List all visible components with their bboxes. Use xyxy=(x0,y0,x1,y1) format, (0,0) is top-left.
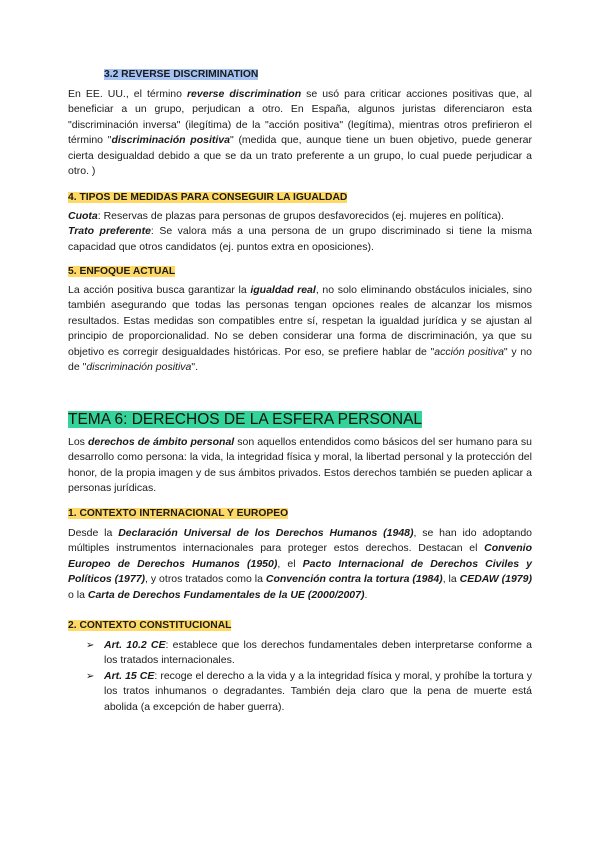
text-run: ". xyxy=(191,361,199,374)
term-igualdad-real: igualdad real xyxy=(250,284,316,296)
section-6-1-paragraph xyxy=(68,526,532,603)
text-run: : Reservas de plazas para personas de grupos desfavorecidos (ej. mujeres en política). xyxy=(97,210,504,222)
text-run: , y otros tratados como la xyxy=(145,573,266,586)
ref-pacto-internacional: Pacto Internacional de Derechos Civiles y Políticos (1977) xyxy=(68,557,532,586)
text-run: o la xyxy=(68,588,88,601)
section-3-2-paragraph xyxy=(68,87,532,179)
text-run: Desde la xyxy=(68,527,119,539)
text-run: : establece que los derechos fundamentales deben interpretarse conforme a los tratados internacionales. xyxy=(104,639,532,667)
section-4-body xyxy=(68,209,532,255)
term-reverse-discrimination: reverse discrimination xyxy=(186,88,302,100)
section-6-2-body xyxy=(68,638,532,715)
text-run: Los xyxy=(68,436,88,448)
cuota-paragraph xyxy=(68,209,532,224)
section-3-2-heading: 3.2 REVERSE DISCRIMINATION xyxy=(104,69,259,80)
section-5-heading: 5. ENFOQUE ACTUAL xyxy=(68,266,176,277)
section-5-heading-wrap xyxy=(68,265,532,278)
ref-convencion-tortura: Convención contra la tortura (1984) xyxy=(265,573,443,586)
text-run: En EE. UU., el término xyxy=(68,88,187,100)
text-run: " y no de " xyxy=(68,345,532,374)
arrow-bullet-icon: ➢ xyxy=(86,640,95,651)
constitutional-articles-list xyxy=(68,638,532,715)
tema-6-intro-paragraph xyxy=(68,435,532,497)
section-3-2-body xyxy=(68,87,532,179)
section-4-heading: 4. TIPOS DE MEDIDAS PARA CONSEGUIR LA IGUALDAD xyxy=(68,192,348,203)
list-item-art-10-2 xyxy=(68,638,532,669)
art-10-2-label: Art. 10.2 CE xyxy=(104,639,166,651)
text-run: La acción positiva busca garantizar la xyxy=(68,284,251,296)
section-6-1-heading-wrap xyxy=(68,507,532,520)
text-run: : Se valora más a una persona de un grupo discriminado si tiene la misma capacidad que otros candidatos (ej. puntos extra en oposiciones). xyxy=(68,225,532,253)
text-run: , la xyxy=(442,573,460,586)
section-6-2-heading: 2. CONTEXTO CONSTITUCIONAL xyxy=(68,620,232,631)
term-accion-positiva: acción positiva xyxy=(434,345,504,358)
art-15-label: Art. 15 CE xyxy=(104,669,155,682)
section-4-heading-wrap xyxy=(68,191,532,204)
term-derechos-ambito-personal: derechos de ámbito personal xyxy=(87,436,235,448)
text-run: . xyxy=(364,588,368,601)
term-discriminacion-positiva: discriminación positiva xyxy=(111,134,230,147)
ref-declaracion-universal: Declaración Universal de los Derechos Humanos (1948) xyxy=(118,527,414,539)
list-item-art-15 xyxy=(68,669,532,715)
tema-6-title: TEMA 6: DERECHOS DE LA ESFERA PERSONAL xyxy=(68,411,423,428)
arrow-bullet-icon: ➢ xyxy=(86,670,95,682)
ref-cedaw: CEDAW (1979) xyxy=(459,573,532,586)
tema-6-intro xyxy=(68,435,532,497)
tema-6-title-wrap xyxy=(68,410,532,429)
term-discriminacion-positiva-2: discriminación positiva xyxy=(86,361,192,374)
text-run: , no solo eliminando obstáculos iniciales, sino también asegurando que todas las personas tengan opciones reales de alcanzar los mismos resultados. Estas medidas son compatibles entre sí, respetan la igualdad jurídica y se ajustan al principio de proporcionalidad. No se deben considerar una forma de discriminación, ya que su objetivo es corregir desigualdades históricas. Por eso, se prefiere hablar de " xyxy=(68,284,532,358)
text-run: , el xyxy=(277,557,303,570)
section-6-1-heading: 1. CONTEXTO INTERNACIONAL Y EUROPEO xyxy=(68,508,289,519)
section-6-2-heading-wrap xyxy=(68,619,532,632)
text-run: : recoge el derecho a la vida y a la integridad física y moral, y prohíbe la tortura y los tratos inhumanos o degradantes. También deja claro que la pena de muerte está abolida (a excepción de haber guerra). xyxy=(104,669,532,713)
ref-convenio-europeo: Convenio Europeo de Derechos Humanos (1950) xyxy=(68,542,532,570)
section-5-body xyxy=(68,283,532,375)
ref-carta-derechos-ue: Carta de Derechos Fundamentales de la UE (2000/2007) xyxy=(87,588,365,601)
text-run: , se han ido adoptando múltiples instrumentos internacionales para proteger estos derechos. Destacan el xyxy=(68,527,533,555)
text-run: se usó para criticar acciones positivas que, al beneficiar a un grupo, perjudican a otro. En España, algunos juristas diferenciaron esta "discriminación inversa" (ilegítima) de la "acción positiva" (legítima), mientras otros prefirieron el término " xyxy=(68,88,532,147)
trato-preferente-label: Trato preferente xyxy=(68,225,151,238)
text-run: son aquellos entendidos como básicos del ser humano para su desarrollo como persona: la vida, la integridad física y moral, la libertad personal y la protección del honor, de la propia imagen y de sus ámbitos privados. Estos derechos también se pueden aplicar a personas jurídicas. xyxy=(68,436,532,495)
section-5-paragraph xyxy=(68,283,532,375)
section-6-1-body xyxy=(68,526,532,603)
text-run: " (medida que, aunque tiene un buen objetivo, puede generar cierta desigualdad debido a que se da un trato preferente a un grupo, lo cual puede perjudicar a otro. ) xyxy=(68,134,532,178)
cuota-label: Cuota xyxy=(68,210,98,222)
section-3-2-heading-wrap xyxy=(104,68,534,81)
trato-preferente-paragraph xyxy=(68,224,532,255)
